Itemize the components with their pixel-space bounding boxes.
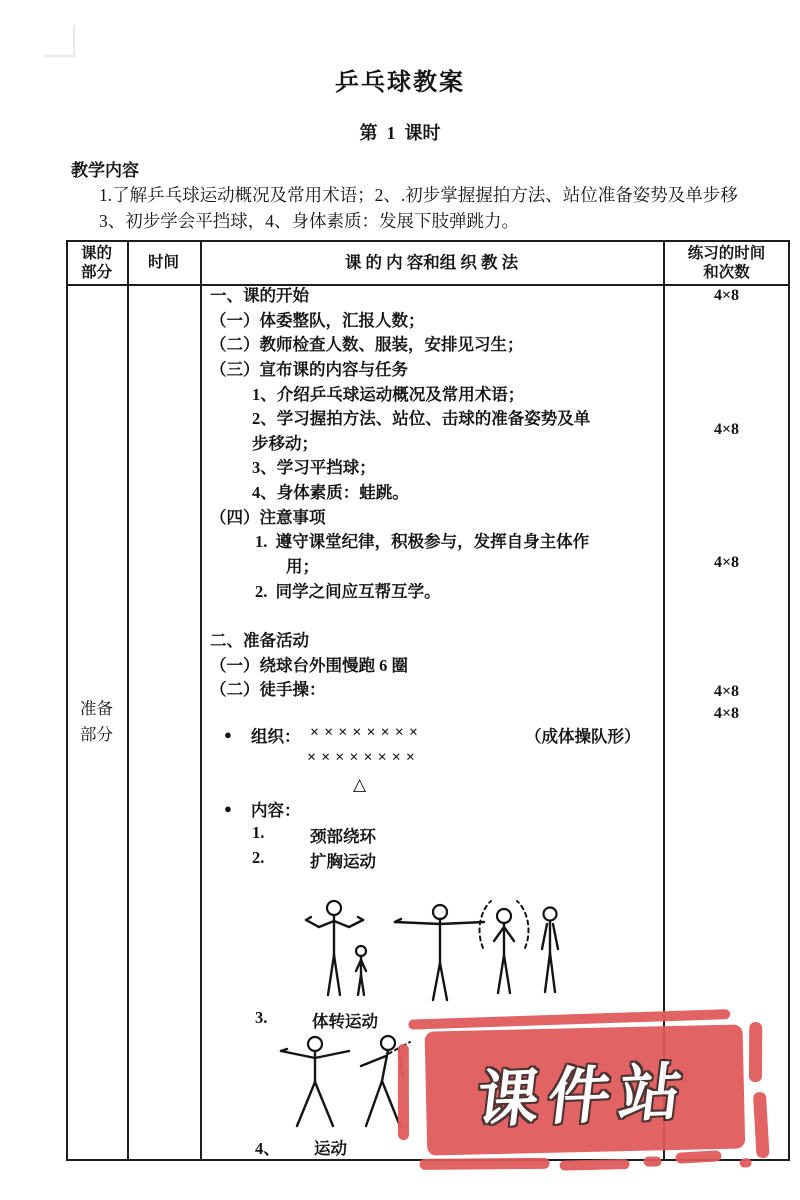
organization-label: 组织： — [251, 727, 301, 746]
header-lesson-part-line1: 课的 — [80, 244, 112, 262]
practice-value: 4×8 — [713, 554, 740, 571]
stamp-border-stroke — [560, 1159, 630, 1171]
stamp-text: 课件站 — [473, 1057, 695, 1135]
stamp-border-stroke — [753, 1092, 770, 1159]
content-list-label: 内容： — [251, 801, 301, 820]
practice-value: 4×8 — [713, 421, 740, 438]
document-title: 乒乓球教案 — [335, 70, 465, 96]
content-line: （一）绕球台外围慢跑 6 圈 — [210, 655, 408, 675]
header-time-label: 时间 — [147, 254, 179, 272]
stamp-border-stroke — [643, 1156, 661, 1166]
content-line: 1. 遵守课堂纪律，积极参与，发挥自身主体作 — [255, 532, 590, 552]
exercise-item-num: 2. — [252, 848, 265, 867]
content-line: 2、学习握拍方法、站位、击球的准备姿势及单 — [252, 409, 591, 429]
formation-row-2: ×××××××× — [307, 749, 420, 766]
practice-value: 4×8 — [713, 705, 740, 722]
row-label-line1: 准备 — [80, 699, 113, 718]
content-line: （三）宣布课的内容与任务 — [210, 359, 408, 379]
stamp-border-stroke — [740, 1158, 752, 1167]
stamp-border-stroke — [398, 1044, 409, 1140]
warmup-exercise-stick-figures — [292, 893, 574, 1013]
exercise-item-num: 3. — [255, 1008, 268, 1027]
teaching-content-line-2: 3、初步学会平挡球，4、身体素质：发展下肢弹跳力。 — [99, 211, 519, 231]
row-label-preparation-part — [66, 696, 127, 748]
content-line: 3、学习平挡球； — [252, 458, 376, 478]
exercise-item-text: 扩胸运动 — [310, 852, 376, 871]
content-line: 二、准备活动 — [210, 630, 309, 650]
row-label-line2: 部分 — [80, 725, 113, 744]
content-line: （二）徒手操： — [210, 680, 326, 700]
stamp-border-stroke — [420, 1158, 550, 1170]
header-cell-lesson-part — [66, 242, 127, 284]
teacher-position-mark: △ — [353, 775, 367, 794]
formation-note: （成体操队形） — [525, 727, 641, 746]
header-cell-time — [127, 242, 200, 284]
practice-value: 4×8 — [713, 287, 740, 304]
exercise-item-num: 1. — [252, 823, 265, 842]
header-lesson-part-line2: 部分 — [80, 264, 112, 281]
exercise-item-text: 体转运动 — [312, 1012, 378, 1031]
page-corner-mark-horizontal — [44, 55, 75, 57]
content-line: 2. 同学之间应互帮互学。 — [255, 581, 441, 601]
content-bullet-icon: ● — [224, 801, 232, 816]
stamp-border-stroke — [675, 1150, 722, 1164]
header-practice-time-line2: 和次数 — [703, 264, 750, 281]
content-line: 4、身体素质：蛙跳。 — [252, 483, 409, 503]
header-practice-time-line1: 练习的时间 — [687, 244, 766, 262]
courseware-site-stamp-watermark — [396, 1010, 778, 1179]
exercise-item-text: 运动 — [314, 1139, 347, 1158]
lesson-content-block — [210, 284, 662, 703]
content-line: 用； — [286, 557, 319, 577]
teaching-content-line-1: 1.了解乒乓球运动概况及常用术语；2、.初步掌握握拍方法、站位准备姿势及单步移 — [99, 185, 738, 205]
organization-bullet-icon: ● — [224, 727, 232, 742]
stamp-background — [425, 1024, 746, 1155]
header-cell-practice-time — [663, 242, 790, 284]
table-column-divider-1 — [127, 240, 129, 1161]
content-line: （一）体委整队，汇报人数； — [210, 310, 425, 330]
content-line: 1、介绍乒乓球运动概况及常用术语； — [252, 384, 525, 404]
stamp-border-stroke — [749, 1022, 762, 1082]
practice-value: 4×8 — [713, 683, 740, 700]
teaching-content-heading: 教学内容 — [71, 161, 139, 180]
header-cell-content-methods — [200, 242, 663, 284]
exercise-item-num: 4、 — [255, 1139, 280, 1158]
content-line: 步移动； — [252, 433, 318, 453]
exercise-item-text: 颈部绕环 — [310, 827, 376, 846]
content-line-blank — [210, 604, 662, 629]
content-line: 一、课的开始 — [210, 286, 309, 305]
table-column-divider-2 — [200, 240, 202, 1161]
content-line: （二）教师检查人数、服装，安排见习生； — [210, 335, 524, 355]
page-corner-mark-vertical — [73, 25, 75, 57]
formation-row-1: ×××××××× — [310, 724, 423, 741]
lesson-number-heading: 第 1 课时 — [359, 123, 441, 143]
content-line: （四）注意事项 — [210, 507, 326, 527]
header-content-methods-label: 课 的 内 容和组 织 教 法 — [344, 253, 519, 273]
